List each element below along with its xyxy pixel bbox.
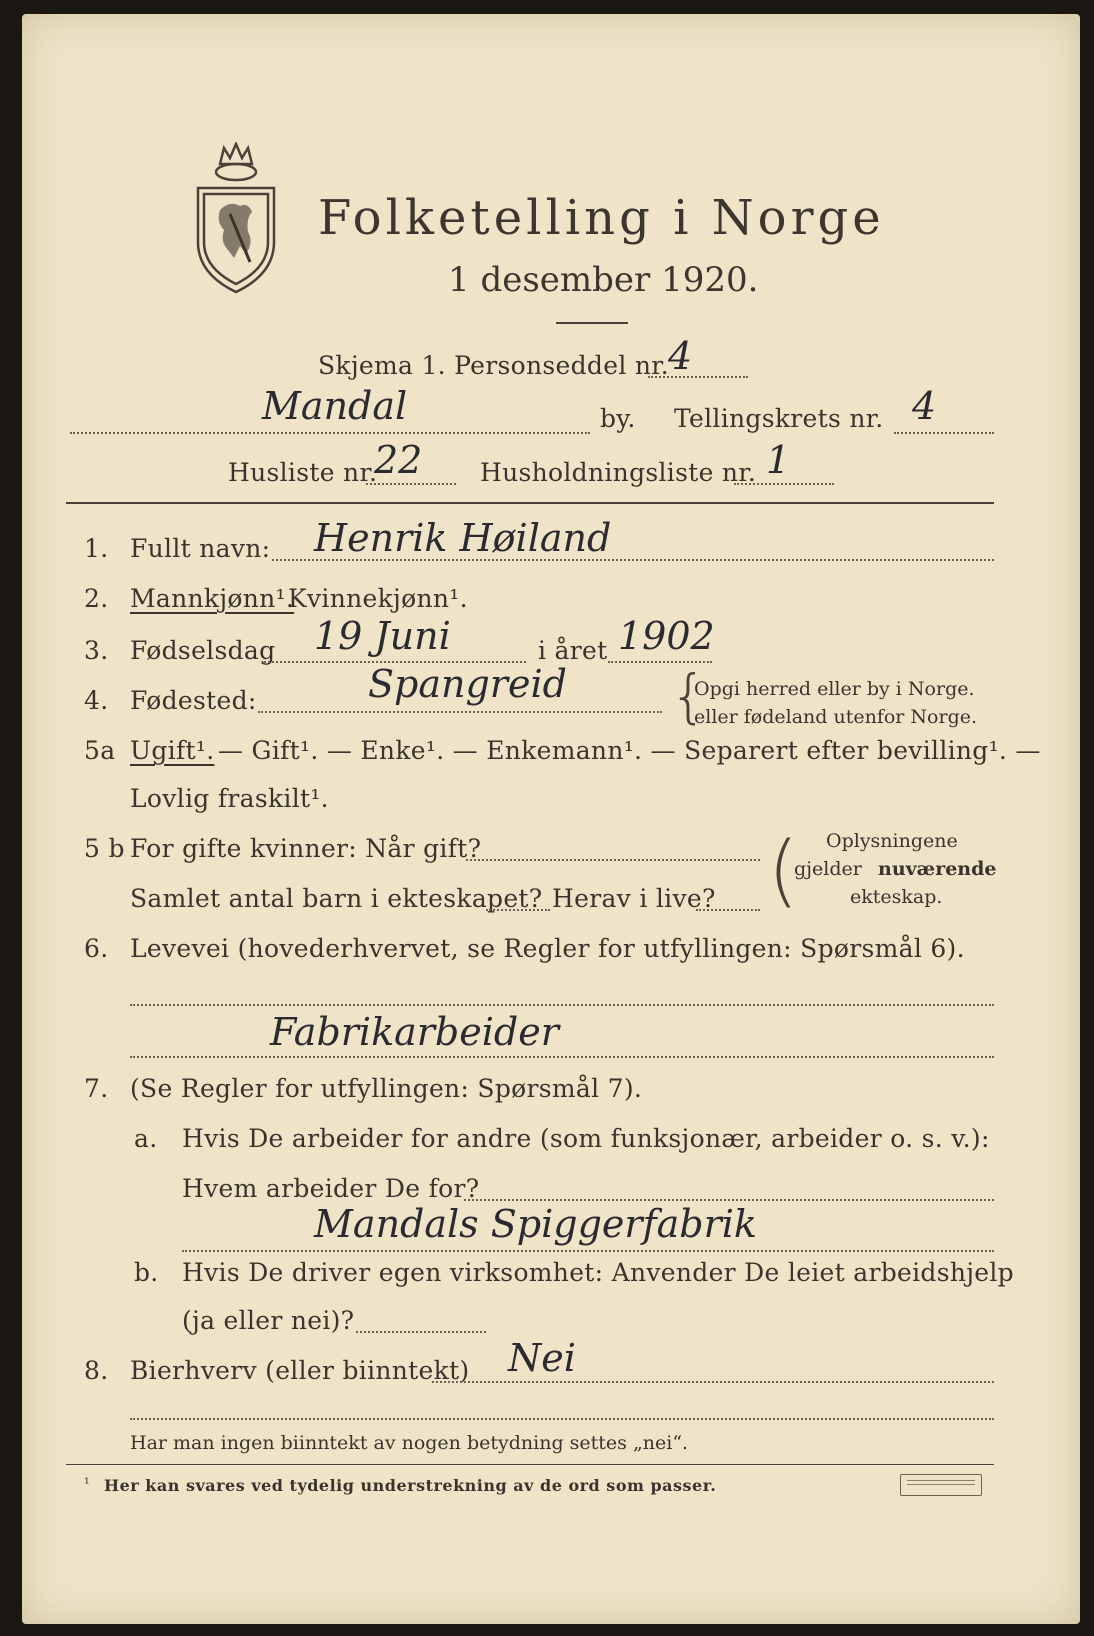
q7-number: 7. [84,1074,109,1103]
footnote-mark: ¹ [84,1476,90,1492]
lovlig-fraskilt-option: Lovlig fraskilt¹. [130,784,329,813]
q4-label: Fødested: [130,686,257,715]
footnote-rule [66,1464,994,1465]
q5b-note-line3: ekteskap. [850,886,943,908]
q7b-text: Hvis De driver egen virksomhet: Anvender De leiet arbeidshjelp [182,1258,1014,1287]
side-income-value: Nei [508,1336,576,1380]
ugift-option: Ugift¹. [130,736,215,765]
nei-note: Har man ingen biinntekt av nogen betydning settes „nei“. [130,1432,689,1454]
male-option: Mannkjønn¹. [130,584,295,613]
q8-number: 8. [84,1356,109,1385]
town-name: Mandal [262,384,408,428]
q5b-note-line2a: gjelder [794,858,862,880]
birth-year-value: 1902 [618,614,715,658]
q5b-note-line1: Oplysningene [826,830,958,852]
form-title: Folketelling i Norge [318,190,885,246]
q4-note-line2: eller fødeland utenfor Norge. [694,706,978,728]
q1-number: 1. [84,534,109,563]
q4-number: 4. [84,686,109,715]
krets-label: Tellingskrets nr. [674,404,884,433]
husholdning-label: Husholdningsliste nr. [480,458,757,487]
printer-stamp-icon [900,1474,982,1496]
q5b-married-when: For gifte kvinner: Når gift? [130,834,482,863]
female-option: Kvinnekjønn¹. [288,584,468,613]
coat-of-arms-icon [190,142,282,294]
q5a-number: 5a [84,736,116,765]
q7a-letter: a. [134,1124,158,1153]
q5b-number: 5 b [84,834,125,863]
birthplace-value: Spangreid [368,662,567,706]
q5b-note-line2b: nuværende [878,858,997,880]
q7-label: (Se Regler for utfyllingen: Spørsmål 7). [130,1074,643,1103]
title-divider [556,322,628,324]
by-label: by. [600,404,636,433]
q7a-question: Hvem arbeider De for? [182,1174,480,1203]
marital-options: — Gift¹. — Enke¹. — Enkemann¹. — Separert efter bevilling¹. — [218,736,1041,765]
census-date: 1 desember 1920. [448,260,759,300]
full-name-value: Henrik Høiland [314,516,612,560]
q7b-letter: b. [134,1258,159,1287]
q5b-children-label: Samlet antal barn i ekteskapet? [130,884,543,913]
q4-note-line1: Opgi herred eller by i Norge. [694,678,975,700]
q2-number: 2. [84,584,109,613]
husholdning-number: 1 [766,438,791,482]
q4-brace: { [670,662,707,730]
husliste-label: Husliste nr. [228,458,378,487]
q5b-alive-label: Herav i live? [552,884,716,913]
census-form [22,14,1080,1624]
footnote-text: Her kan svares ved tydelig understrekning av de ord som passer. [104,1476,717,1495]
q8-label: Bierhverv (eller biinntekt) [130,1356,470,1385]
q7b-question: (ja eller nei)? [182,1306,355,1335]
q6-label: Levevei (hovederhvervet, se Regler for utfyllingen: Spørsmål 6). [130,934,965,963]
q7a-text: Hvis De arbeider for andre (som funksjonær, arbeider o. s. v.): [182,1124,990,1153]
q5b-brace: ( [768,826,799,916]
birthday-value: 19 Juni [314,614,451,658]
q6-number: 6. [84,934,109,963]
occupation-value: Fabrikarbeider [270,1010,559,1054]
header-rule [66,502,994,504]
year-label: i året [538,636,608,665]
schema-number: 4 [668,334,693,378]
krets-number: 4 [912,384,937,428]
q1-label: Fullt navn: [130,534,271,563]
employer-value: Mandals Spiggerfabrik [314,1202,757,1246]
q3-number: 3. [84,636,109,665]
schema-label: Skjema 1. Personseddel nr. [318,351,670,380]
q3-label: Fødselsdag [130,636,276,665]
husliste-number: 22 [374,438,423,482]
